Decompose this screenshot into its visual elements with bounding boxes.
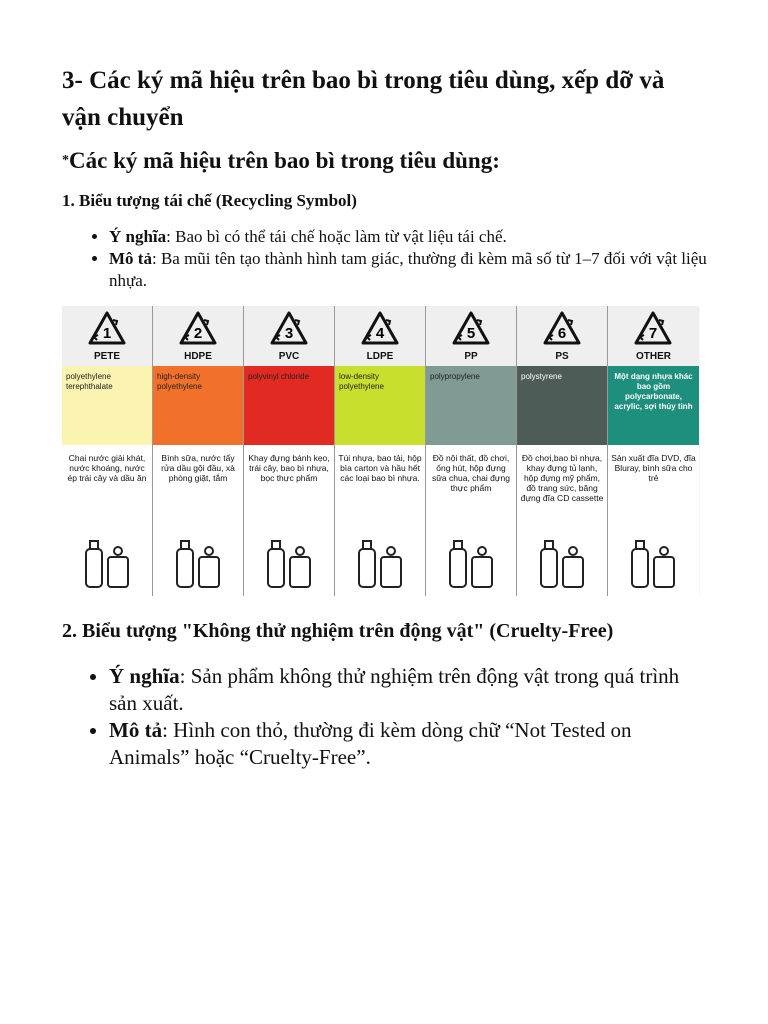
recycle-symbol xyxy=(335,306,425,366)
recycle-triangle-icon xyxy=(542,310,582,348)
list-item xyxy=(109,717,707,771)
recycle-triangle-icon xyxy=(269,310,309,348)
resin-code: PVC xyxy=(278,351,300,362)
recycle-symbol xyxy=(244,306,334,366)
section1-list xyxy=(62,226,707,292)
usage-text: Khay đựng bánh kẹo, trái cây, bao bì nhựa, bọc thực phẩm xyxy=(244,445,334,529)
product-illustration xyxy=(62,529,152,596)
material-name: low-density polyethylene xyxy=(335,366,425,445)
recycle-triangle-icon xyxy=(633,310,673,348)
list-item xyxy=(109,663,707,717)
recycle-triangle-icon xyxy=(87,310,127,348)
recycling-column xyxy=(608,306,699,596)
usage-text: Chai nước giải khát, nước khoáng, nước ép trái cây và dầu ăn xyxy=(62,445,152,529)
section1-title: 1. Biểu tượng tái chế (Recycling Symbol) xyxy=(62,191,357,210)
bottles-icon xyxy=(80,533,136,591)
recycle-symbol xyxy=(608,306,699,366)
product-illustration xyxy=(517,529,607,596)
section2-list xyxy=(62,663,707,771)
recycling-column xyxy=(153,306,244,596)
material-name: polypropylene xyxy=(426,366,516,445)
recycle-number: 7 xyxy=(648,325,658,342)
containers-icon xyxy=(353,533,409,591)
recycle-symbol xyxy=(517,306,607,366)
appliance-icon xyxy=(444,533,500,591)
product-illustration xyxy=(153,529,243,596)
usage-text: Bình sữa, nước tẩy rửa dầu gội đầu, xà phòng giặt, tắm xyxy=(153,445,243,529)
discs-icon xyxy=(535,533,591,591)
resin-code: HDPE xyxy=(184,351,212,362)
usage-text: Đồ chơi,bao bì nhựa, khay đựng tủ lạnh, hộp đựng mỹ phẩm, đồ trang sức, băng đựng đĩa CD cassette xyxy=(517,445,607,529)
recycling-column xyxy=(62,306,153,596)
recycling-codes-table xyxy=(62,306,700,596)
page-title: 3- Các ký mã hiệu trên bao bì trong tiêu dùng, xếp dỡ và vận chuyển xyxy=(62,67,665,131)
document-page xyxy=(62,62,707,771)
subheading xyxy=(62,146,707,176)
recycle-number: 1 xyxy=(102,325,112,342)
usage-text: Túi nhựa, bao tải, hộp bìa carton và hầu hết các loại bao bì nhựa. xyxy=(335,445,425,529)
resin-code: PS xyxy=(555,351,569,362)
resin-code: OTHER xyxy=(636,351,671,362)
recycling-column xyxy=(244,306,335,596)
item-label: Ý nghĩa xyxy=(109,227,167,246)
recycle-number: 4 xyxy=(375,325,385,342)
wrap-icon xyxy=(262,533,318,591)
subheading-text: Các ký mã hiệu trên bao bì trong tiêu dùng: xyxy=(69,148,500,173)
recycle-triangle-icon xyxy=(360,310,400,348)
item-label: Mô tả xyxy=(109,249,152,268)
recycle-number: 3 xyxy=(284,325,294,342)
resin-code: LDPE xyxy=(366,351,394,362)
recycle-symbol xyxy=(426,306,516,366)
item-text: : Hình con thỏ, thường đi kèm dòng chữ “Not Tested on Animals” hoặc “Cruelty-Free”. xyxy=(109,718,632,769)
material-name: high-density polyethylene xyxy=(153,366,243,445)
list-item xyxy=(109,226,707,248)
resin-code: PP xyxy=(464,351,478,362)
item-label: Mô tả xyxy=(109,718,163,742)
recycle-triangle-icon xyxy=(451,310,491,348)
recycling-column xyxy=(335,306,426,596)
product-illustration xyxy=(608,529,699,596)
recycle-symbol xyxy=(153,306,243,366)
item-label: Ý nghĩa xyxy=(109,664,180,688)
product-illustration xyxy=(335,529,425,596)
recycle-number: 2 xyxy=(193,325,203,342)
subheading-star: * xyxy=(62,153,69,168)
list-item xyxy=(109,248,707,292)
resin-code: PETE xyxy=(93,351,121,362)
usage-text: Đồ nội thất, đồ chơi, ống hút, hộp đựng sữa chua, chai đựng thực phẩm xyxy=(426,445,516,529)
section2 xyxy=(62,618,707,771)
recycling-column xyxy=(426,306,517,596)
dvd-icon xyxy=(626,533,682,591)
recycle-symbol xyxy=(62,306,152,366)
usage-text: Sản xuất đĩa DVD, đĩa Bluray, bình sữa cho trẻ xyxy=(608,445,699,529)
material-name: Một dạng nhựa khác bao gồm polycarbonate, acrylic, sợi thủy tinh xyxy=(608,366,699,445)
recycling-column xyxy=(517,306,608,596)
item-text: : Ba mũi tên tạo thành hình tam giác, thường đi kèm mã số từ 1–7 đối với vật liệu nhựa. xyxy=(109,249,707,290)
recycle-number: 6 xyxy=(557,325,567,342)
section2-title: 2. Biểu tượng "Không thử nghiệm trên động vật" (Cruelty-Free) xyxy=(62,620,614,642)
material-name: polyvinyl chloride xyxy=(244,366,334,445)
recycle-number: 5 xyxy=(466,325,476,342)
material-name: polyethylene terephthalate xyxy=(62,366,152,445)
material-name: polystyrene xyxy=(517,366,607,445)
item-text: : Bao bì có thể tái chế hoặc làm từ vật liệu tái chế. xyxy=(166,227,507,246)
product-illustration xyxy=(244,529,334,596)
item-text: : Sản phẩm không thử nghiệm trên động vật trong quá trình sản xuất. xyxy=(109,664,680,715)
recycle-triangle-icon xyxy=(178,310,218,348)
product-illustration xyxy=(426,529,516,596)
jugs-icon xyxy=(171,533,227,591)
